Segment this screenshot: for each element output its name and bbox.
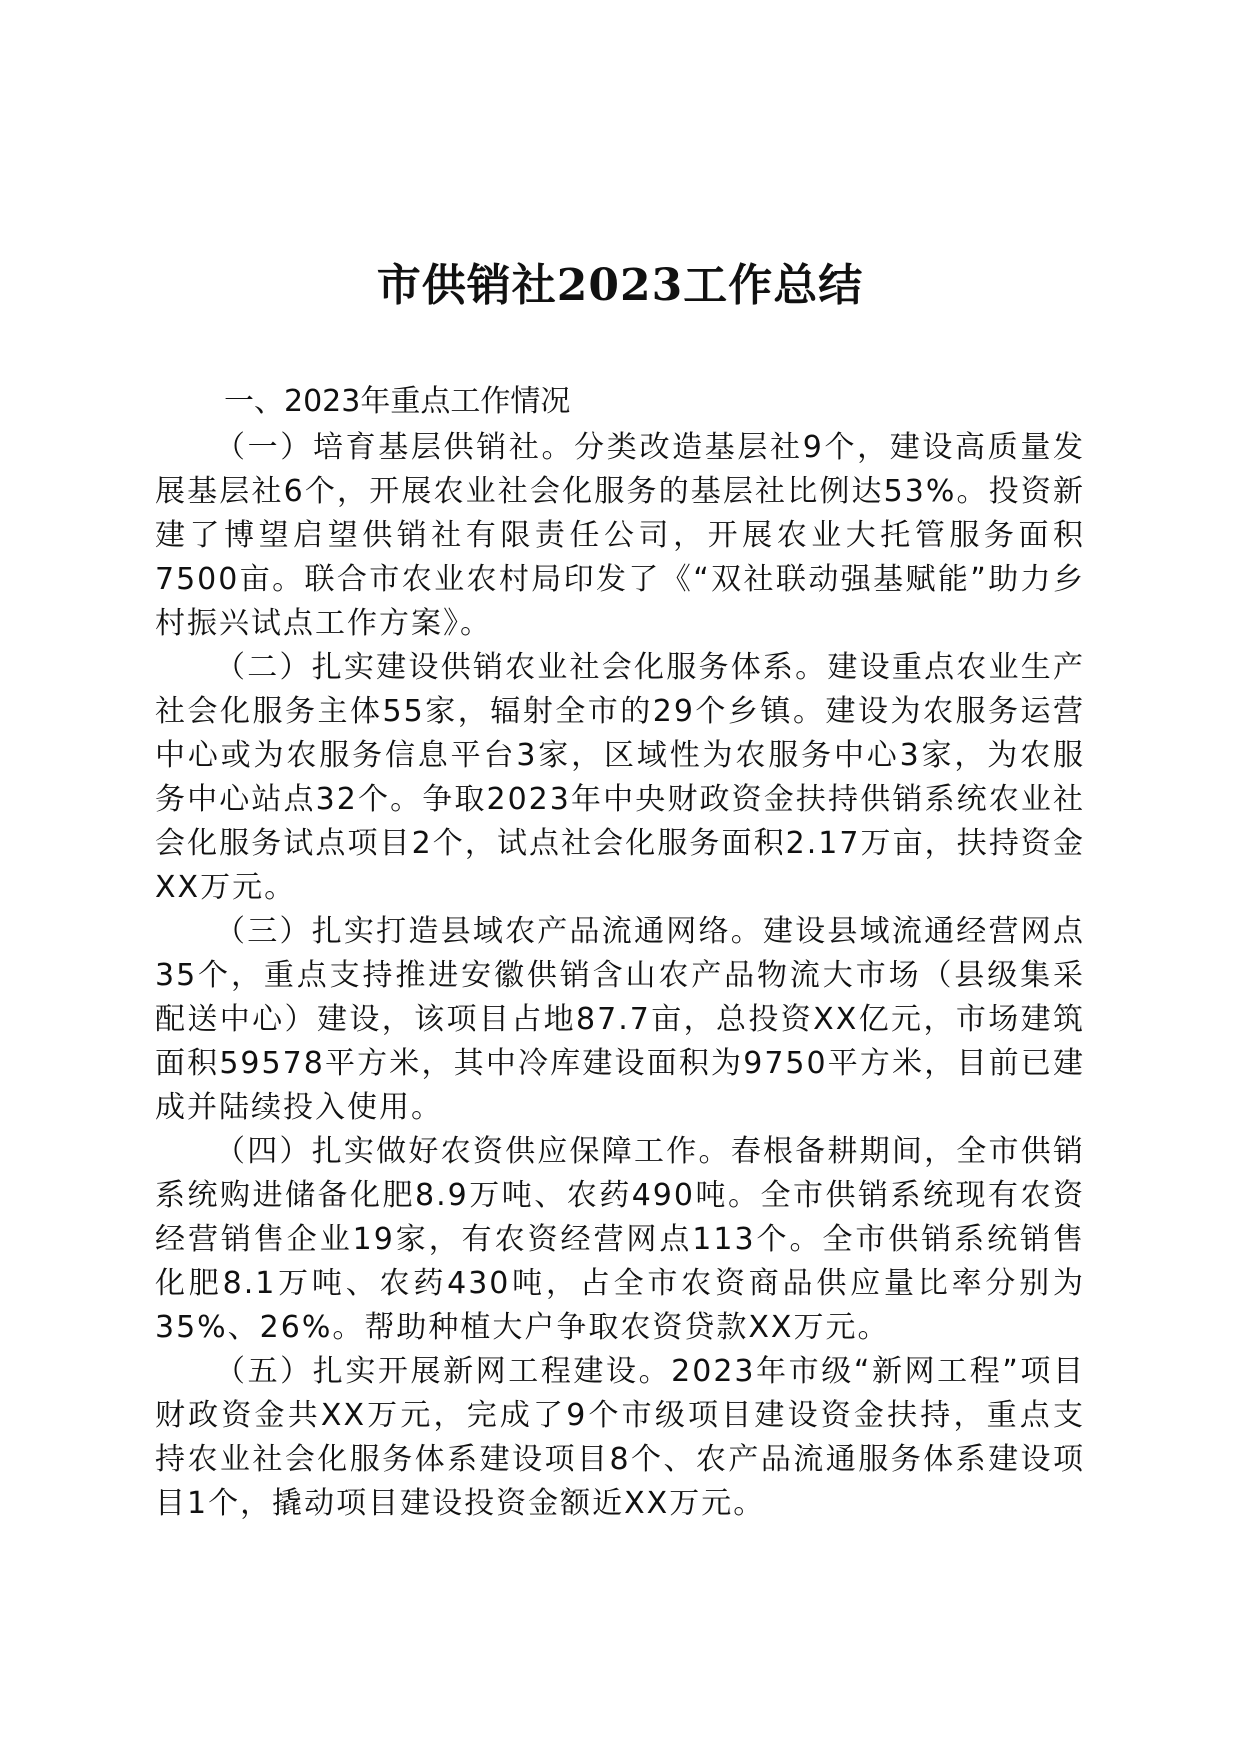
paragraph-5: （五）扎实开展新网工程建设。2023年市级“新网工程”项目财政资金共XX万元，完成了9个市级项目建设资金扶持，重点支持农业社会化服务体系建设项目8个、农产品流通服务体系建设项目1个，撬动项目建设投资金额近XX万元。 [155, 1354, 1085, 1521]
document-body [155, 426, 1085, 1526]
paragraph-3: （三）扎实打造县域农产品流通网络。建设县域流通经营网点35个，重点支持推进安徽供销含山农产品物流大市场（县级集采配送中心）建设，该项目占地87.7亩，总投资XX亿元，市场建筑面积59578平方米，其中冷库建设面积为9750平方米，目前已建成并陆续投入使用。 [155, 914, 1085, 1125]
paragraph-2: （二）扎实建设供销农业社会化服务体系。建设重点农业生产社会化服务主体55家，辐射全市的29个乡镇。建设为农服务运营中心或为农服务信息平台3家，区域性为农服务中心3家，为农服务中心站点32个。争取2023年中央财政资金扶持供销系统农业社会化服务试点项目2个，试点社会化服务面积2.17万亩，扶持资金XX万元。 [155, 650, 1085, 905]
paragraph-4: （四）扎实做好农资供应保障工作。春根备耕期间，全市供销系统购进储备化肥8.9万吨、农药490吨。全市供销系统现有农资经营销售企业19家，有农资经营网点113个。全市供销系统销售化肥8.1万吨、农药430吨，占全市农资商品供应量比率分别为35%、26%。帮助种植大户争取农资贷款XX万元。 [155, 1134, 1085, 1345]
paragraph-1: （一）培育基层供销社。分类改造基层社9个，建设高质量发展基层社6个，开展农业社会化服务的基层社比例达53%。投资新建了博望启望供销社有限责任公司，开展农业大托管服务面积7500亩。联合市农业农村局印发了《“双社联动强基赋能”助力乡村振兴试点工作方案》。 [155, 430, 1085, 641]
section-heading: 一、2023年重点工作情况 [224, 384, 571, 419]
document-title: 市供销社2023工作总结 [376, 260, 864, 311]
